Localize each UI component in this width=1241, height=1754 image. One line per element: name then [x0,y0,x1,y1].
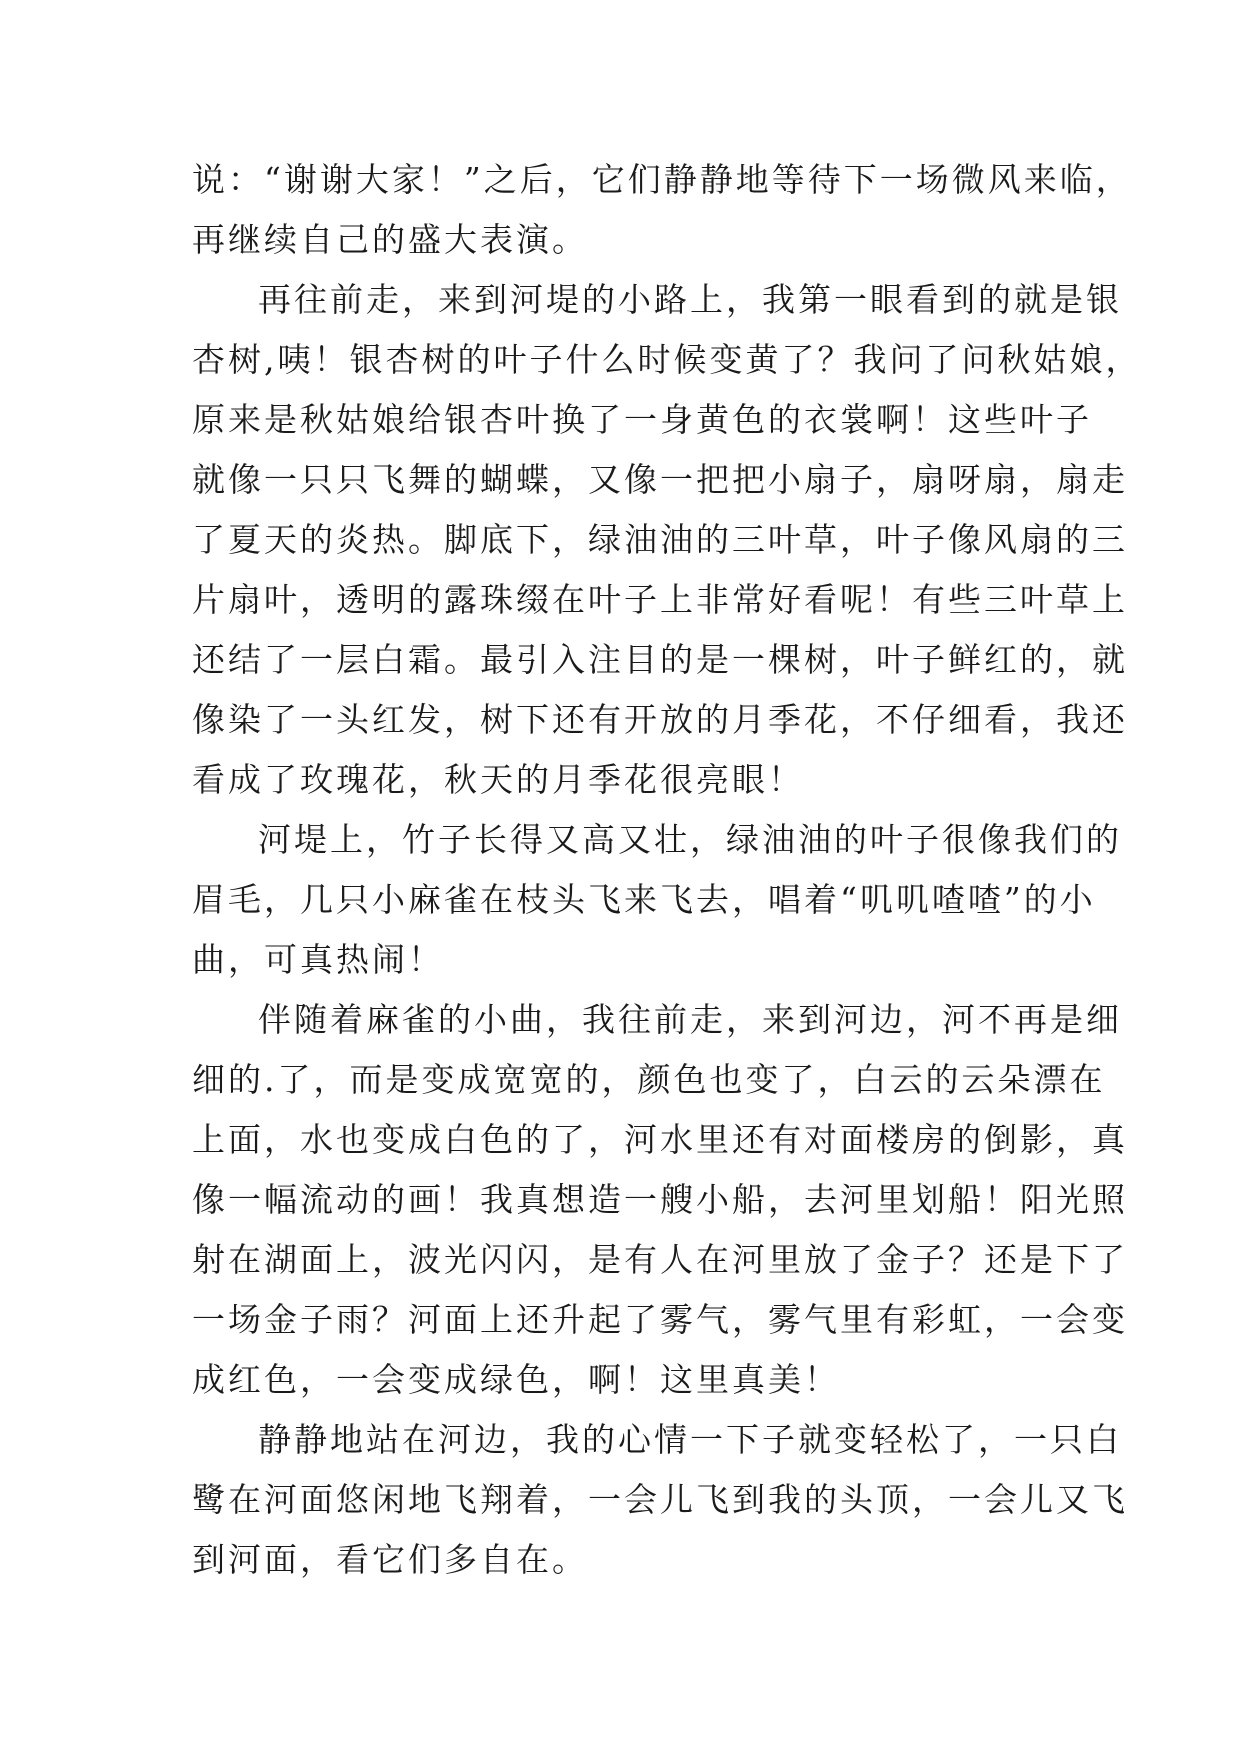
text-line: 还结了一层白霜。最引入注目的是一棵树，叶子鲜红的，就 [192,640,1128,679]
text-line: 曲，可真热闹！ [192,940,444,979]
essay-body [192,150,1142,1590]
text-line: 一场金子雨？河面上还升起了雾气，雾气里有彩虹，一会变 [192,1300,1128,1339]
text-line: 鹭在河面悠闲地飞翔着，一会儿飞到我的头顶，一会儿又飞 [192,1480,1128,1519]
text-line: 静静地站在河边，我的心情一下子就变轻松了，一只白 [258,1420,1122,1459]
text-line: 说：“谢谢大家！”之后，它们静静地等待下一场微风来临， [192,160,1132,199]
text-line: 看成了玫瑰花，秋天的月季花很亮眼！ [192,760,804,799]
text-line: 射在湖面上，波光闪闪，是有人在河里放了金子？还是下了 [192,1240,1128,1279]
text-line: 杏树,咦！银杏树的叶子什么时候变黄了？我问了问秋姑娘， [192,340,1142,379]
text-line: 伴随着麻雀的小曲，我往前走，来到河边，河不再是细 [258,1000,1122,1039]
text-line: 河堤上，竹子长得又高又壮，绿油油的叶子很像我们的 [258,820,1122,859]
text-line: 眉毛，几只小麻雀在枝头飞来飞去，唱着“叽叽喳喳”的小 [192,880,1096,919]
text-line: 像一幅流动的画！我真想造一艘小船，去河里划船！阳光照 [192,1180,1128,1219]
text-line: 就像一只只飞舞的蝴蝶，又像一把把小扇子，扇呀扇，扇走 [192,460,1128,499]
text-line: 上面，水也变成白色的了，河水里还有对面楼房的倒影，真 [192,1120,1128,1159]
text-line: 了夏天的炎热。脚底下，绿油油的三叶草，叶子像风扇的三 [192,520,1128,559]
text-line: 原来是秋姑娘给银杏叶换了一身黄色的衣裳啊！这些叶子 [192,400,1092,439]
text-line: 再往前走，来到河堤的小路上，我第一眼看到的就是银 [258,280,1122,319]
text-line: 片扇叶，透明的露珠缀在叶子上非常好看呢！有些三叶草上 [192,580,1128,619]
text-line: 到河面，看它们多自在。 [192,1540,588,1579]
text-line: 像染了一头红发，树下还有开放的月季花，不仔细看，我还 [192,700,1128,739]
text-line: 细的.了，而是变成宽宽的，颜色也变了，白云的云朵漂在 [192,1060,1106,1099]
text-line: 成红色，一会变成绿色，啊！这里真美！ [192,1360,840,1399]
text-line: 再继续自己的盛大表演。 [192,220,588,259]
